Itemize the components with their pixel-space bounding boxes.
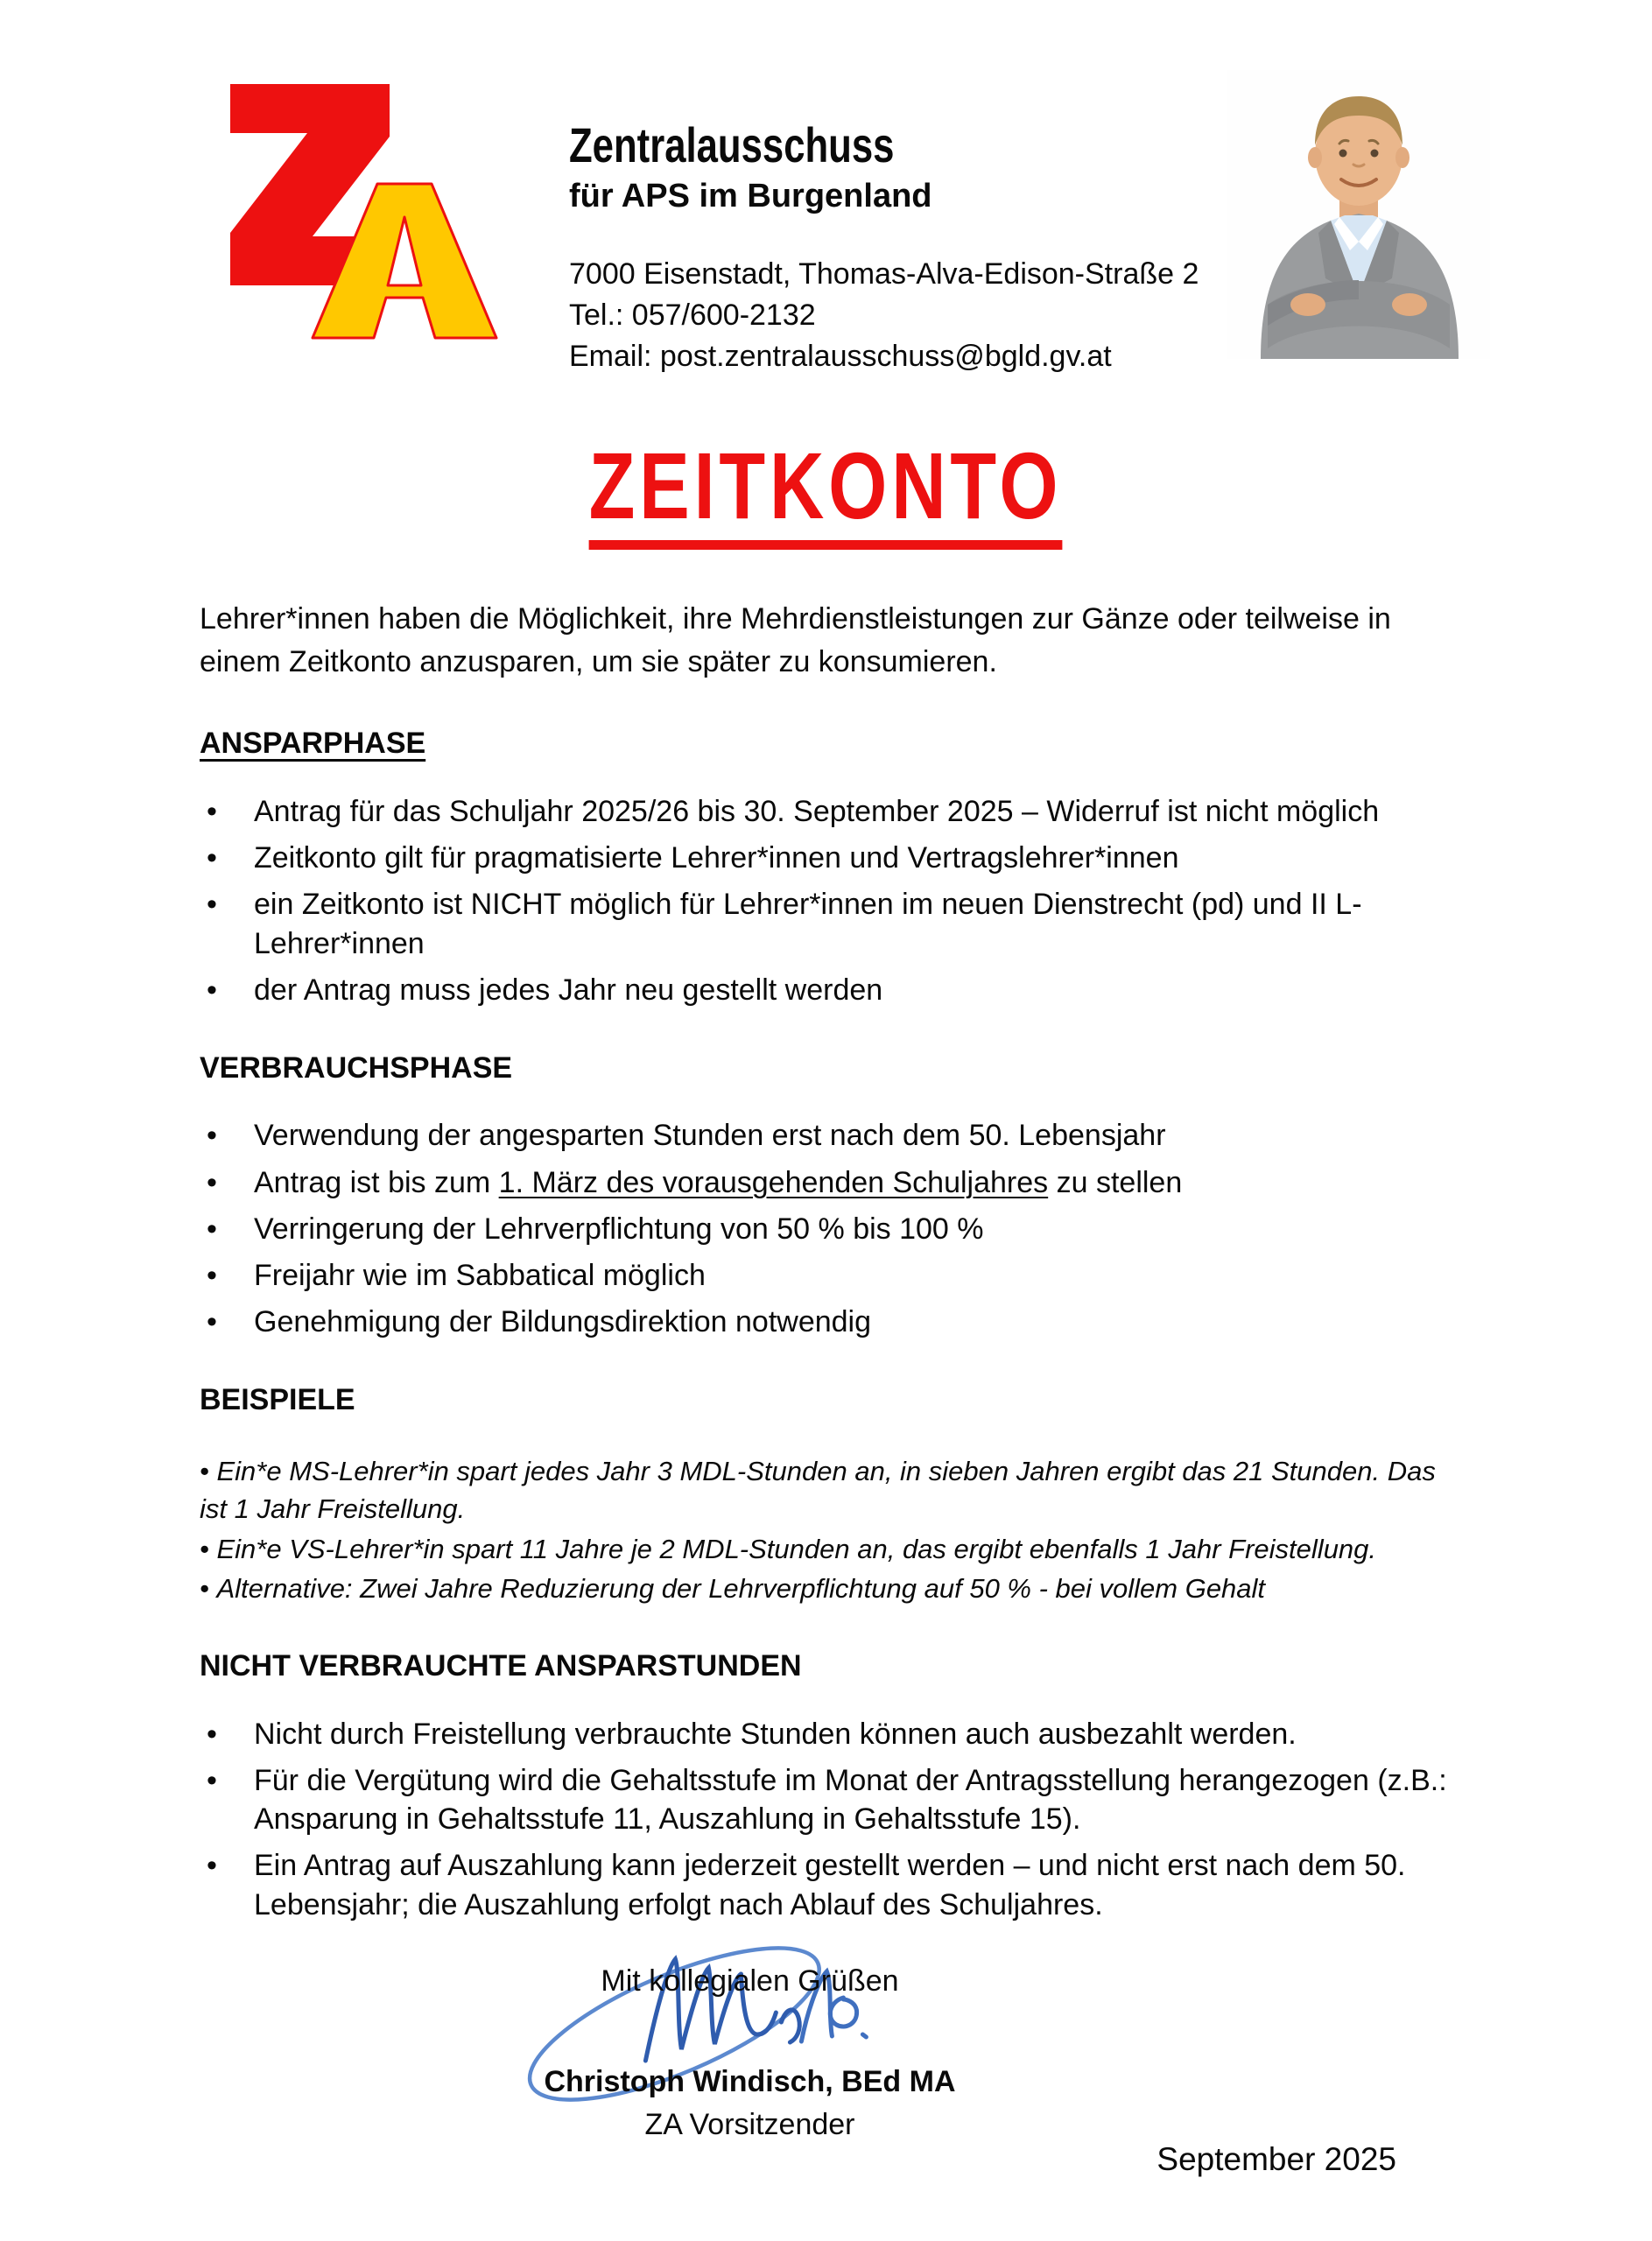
signature-role: ZA Vorsitzender (644, 2107, 855, 2141)
list-item: • Für die Vergütung wird die Gehaltsstufe im Monat der Antragsstellung herangezogen (z.B.: Ansparung in Gehaltsstufe 11, Auszahlung in Gehaltsstufe 15). (200, 1761, 1458, 1838)
section-heading-beispiele: BEISPIELE (200, 1383, 355, 1417)
list-item: • Genehmigung der Bildungsdirektion notwendig (200, 1303, 1458, 1341)
nicht-verbraucht-list (200, 1715, 1458, 1924)
org-name: Zentralausschuss (569, 117, 895, 172)
signature-block (121, 1964, 1379, 2142)
footer-date: September 2025 (1156, 2141, 1396, 2177)
section-heading-nicht-verbraucht: NICHT VERBRAUCHTE ANSPARSTUNDEN (200, 1649, 802, 1683)
email-line: Email: post.zentralausschuss@bgld.gv.at (569, 339, 1112, 373)
address-line: 7000 Eisenstadt, Thomas-Alva-Edison-Straße 2 (569, 256, 1199, 291)
document-body (0, 598, 1652, 2142)
beispiele-list (200, 1452, 1458, 1608)
org-block (569, 77, 1199, 377)
list-item: • Freijahr wie im Sabbatical möglich (200, 1256, 1458, 1295)
list-item: • Verringerung der Lehrverpflichtung von 50 % bis 100 % (200, 1210, 1458, 1248)
letterhead (0, 0, 1652, 377)
ansparphase-list (200, 792, 1458, 1009)
page-title: ZEITKONTO (589, 439, 1063, 550)
list-item: • ein Zeitkonto ist NICHT möglich für Lehrer*innen im neuen Dienstrecht (pd) und II L-Lehrer*innen (200, 885, 1458, 962)
signature-closing: Mit kollegialen Grüßen (601, 1964, 899, 1998)
org-subtitle: für APS im Burgenland (569, 178, 932, 214)
list-item: • Antrag für das Schuljahr 2025/26 bis 30. September 2025 – Widerruf ist nicht möglich (200, 792, 1458, 831)
list-item: • Ein Antrag auf Auszahlung kann jederzeit gestellt werden – und nicht erst nach dem 50. Lebensjahr; die Auszahlung erfolgt nach Ablauf des Schuljahres. (200, 1846, 1458, 1923)
list-item: • Zeitkonto gilt für pragmatisierte Lehrer*innen und Vertragslehrer*innen (200, 839, 1458, 877)
example-item: • Alternative: Zwei Jahre Reduzierung der Lehrverpflichtung auf 50 % - bei vollem Gehalt (200, 1570, 1458, 1607)
phone-line: Tel.: 057/600-2132 (569, 298, 816, 332)
intro-paragraph: Lehrer*innen haben die Möglichkeit, ihre Mehrdienstleistungen zur Gänze oder teilweise in einem Zeitkonto anzusparen, um sie später zu konsumieren. (200, 601, 1391, 679)
section-heading-ansparphase: ANSPARPHASE (200, 727, 426, 761)
example-item: • Ein*e VS-Lehrer*in spart 11 Jahre je 2 MDL-Stunden an, das ergibt ebenfalls 1 Jahr Freistellung. (200, 1530, 1458, 1568)
list-item: • Antrag ist bis zum 1. März des vorausgehenden Schuljahres zu stellen (200, 1163, 1458, 1202)
example-item: • Ein*e MS-Lehrer*in spart jedes Jahr 3 MDL-Stunden an, in sieben Jahren ergibt das 21 Stunden. Das ist 1 Jahr Freistellung. (200, 1452, 1458, 1528)
za-logo-icon (206, 77, 508, 348)
section-heading-verbrauchsphase: VERBRAUCHSPHASE (200, 1050, 513, 1085)
list-item: • Nicht durch Freistellung verbrauchte Stunden können auch ausbezahlt werden. (200, 1715, 1458, 1753)
list-item: • Verwendung der angesparten Stunden erst nach dem 50. Lebensjahr (200, 1116, 1458, 1155)
org-address (569, 254, 1199, 377)
portrait-photo (1227, 70, 1490, 359)
list-item: • der Antrag muss jedes Jahr neu gestellt werden (200, 971, 1458, 1009)
signature-name: Christoph Windisch, BEd MA (544, 2064, 956, 2098)
verbrauchsphase-list (200, 1116, 1458, 1341)
